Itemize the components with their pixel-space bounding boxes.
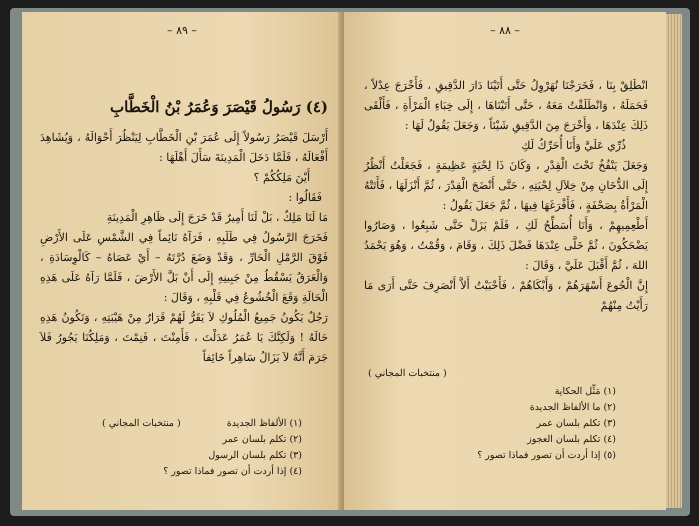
exercise-item: (١) مَثِّل الحكاية (554, 386, 616, 397)
left-source-note: ( منتخبات المجاني ) (102, 418, 181, 429)
exercise-item: (٢) تكلم بلسان عمر (222, 434, 302, 445)
lesson-title: (٤) رَسُولُ قَيْصَرَ وَعُمَرُ بْنُ الْخَطَّابِ (110, 98, 328, 116)
left-page (22, 12, 342, 510)
left-paragraph: فَقَالُوا : (288, 191, 322, 204)
left-paragraph: أَيْنَ مَلِكُكُمْ ؟ (253, 171, 310, 184)
right-paragraph: أَطْعِمِيهِمْ ، وَأَنَا أُسَطِّحُ لَكِ ، فَلَمْ يَزَلْ حَتَّى شَبِعُوا ، وَصَارُوا يَضْحَكُونَ ، ثُمَّ خَلَّى عِنْدَهَا فَضْلَ ذَلِكَ ، وَقَامَ ، وَقُمْتُ ، وَهُوَ يَحْمَدُ اللهَ ، ثُمَّ أَقْبَلَ عَلَيَّ ، وَقَالَ : (364, 219, 648, 272)
left-paragraph: مَا لَنَا مَلِكٌ ، بَلْ لَنَا أَمِيرٌ قَدْ خَرَجَ إِلَى ظَاهِرِ الْمَدِينَةِ (106, 211, 328, 224)
page-edges (666, 14, 682, 508)
right-paragraph: وَجَعَلَ يَنْفُخُ تَحْتَ الْقِدْرِ ، وَكَانَ ذَا لِحْيَةٍ عَظِيمَةٍ ، فَجَعَلْتُ أَنْظُرُ إِلَى الدُّخَانِ مِنْ خِلاَلِ لِحْيَتِهِ ، حَتَّى أَنْضَجَ الْقِدْرَ ، ثُمَّ أَنْزَلَهَا ، فَأَتَتْهُ الْمَرْأَةُ بِصَحْفَةٍ ، فَأَفْرَغَهَا فِيهَا ، ثُمَّ جَعَلَ يَقُولُ : (364, 159, 648, 212)
right-exercise-list (477, 384, 616, 464)
left-paragraph: فَخَرَجَ الرَّسُولُ فِي طَلَبِهِ ، فَرَآهُ نَائِماً فِي الشَّمْسِ عَلَى الأَرْضِ فَوْقَ الرَّمْلِ الْحَارِّ ، وَقَدْ وَضَعَ دُرَّتَهُ – أَيْ عَصَاهُ – كَالْوِسَادَةِ ، وَالْعَرَقُ يَسْقُطُ مِنْ جَبِينِهِ إِلَى أَنْ بَلَّ الأَرْضَ ، فَلَمَّا رَآهُ عَلَى هَذِهِ الْحَالَةِ وَقَعَ الْخُشُوعُ فِي قَلْبِهِ ، وَقَالَ : (40, 231, 328, 304)
exercise-item: (٢) ما الألفاظ الجديدة (529, 402, 616, 413)
exercise-item: (٥) إذا أردت أن تصور فماذا تصور ؟ (477, 450, 616, 461)
exercise-item: (٤) تكلم بلسان العجوز (527, 434, 616, 445)
exercise-item: (٣) تكلم بلسان الرسول (208, 450, 302, 461)
left-page-body (40, 128, 328, 368)
right-paragraph: انْطَلِقْ بِنَا ، فَخَرَجْنَا نُهَرْوِلُ حَتَّى أَتَيْنَا دَارَ الدَّقِيقِ ، فَأَخْرَجَ عِدْلاً ، فَحَمَلَهُ ، وَانْطَلَقْتُ مَعَهُ ، حَتَّى أَتَيْنَاهَا ، إِلَى خِبَاءِ الْمَرْأَةِ ، فَأَلْقَى ذَلِكَ عِنْدَهَا ، وَأَخْرَجَ مِنَ الدَّقِيقِ شَيْئاً ، وَجَعَلَ يَقُولُ لَهَا : (364, 79, 648, 132)
exercise-item: (١) الألفاظ الجديدة (226, 418, 302, 429)
right-page-number: – ٨٨ – (490, 24, 520, 37)
exercise-item: (٤) إذا أردت أن تصور فماذا تصور ؟ (163, 466, 302, 477)
right-paragraph: إِنَّ الْجُوعَ أَسْهَرَهُمْ ، وَأَبْكَاهُمْ ، فَأَحْبَبْتُ أَلاَّ أَنْصَرِفَ حَتَّى أَرَى مَا رَأَيْتُ مِنْهُمْ (364, 279, 648, 312)
right-source-note: ( منتخبات المجاني ) (368, 368, 447, 379)
left-paragraph: أَرْسَلَ قَيْصَرُ رَسُولاً إِلَى عُمَرَ بْنِ الْخَطَّابِ لِيَنْظُرَ أَحْوَالَهُ ، وَيُشَاهِدَ أَفْعَالَهُ ، فَلَمَّا دَخَلَ الْمَدِينَةَ سَأَلَ أَهْلَهَا : (40, 131, 328, 164)
left-paragraph: رَجُلٌ يَكُونُ جَمِيعُ الْمُلُوكِ لاَ يَقَرُّ لَهُمْ قَرَارٌ مِنْ هَيْبَتِهِ ، وَتَكُونُ هَذِهِ حَالَهُ ! وَلَكِنَّكَ يَا عُمَرُ عَدَلْتَ ، فَأَمِنْتَ ، فَنِمْتَ ، وَمَلِكُنَا يَجُورُ فَلاَ جَرَمَ أَنَّهُ لاَ يَزَالُ سَاهِراً خَائِفاً (40, 311, 328, 364)
exercise-item: (٣) تكلم بلسان عمر (536, 418, 616, 429)
right-page-body (364, 76, 648, 316)
right-page (344, 12, 666, 510)
left-page-number: – ٨٩ – (167, 24, 197, 37)
right-paragraph: ذُرِّي عَلَيَّ وَأَنَا أُحَرِّكُ لَكِ (521, 139, 626, 152)
left-exercise-list (163, 416, 302, 480)
